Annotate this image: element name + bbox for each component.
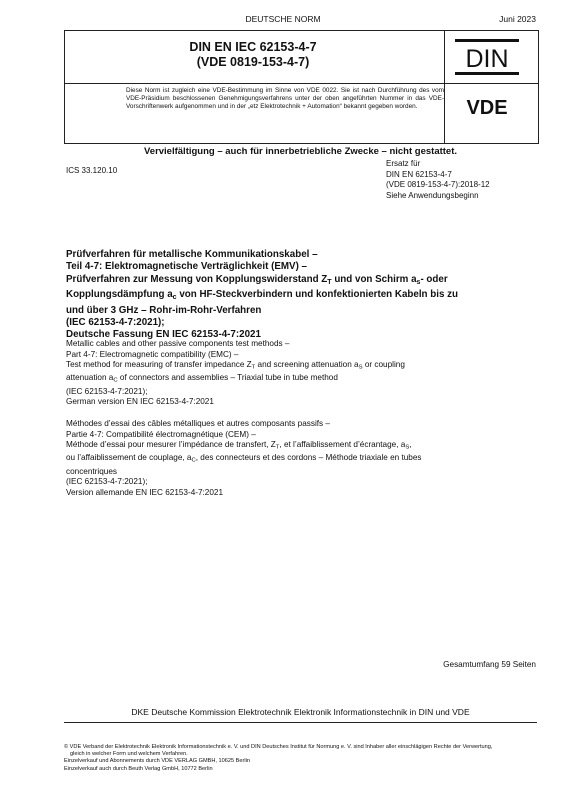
ics-code: ICS 33.120.10 (66, 166, 118, 175)
copyright-line: Einzelverkauf auch durch Beuth Verlag GmbH, 10772 Berlin (64, 765, 213, 772)
standard-number-line1: DIN EN IEC 62153-4-7 (189, 40, 317, 54)
title-fr-line: Version allemande EN IEC 62153-4-7:2021 (66, 487, 224, 497)
reproduction-notice: Vervielfältigung – auch für innerbetriebliche Zwecke – nicht gestattet. (143, 146, 458, 157)
din-logo-text: DIN (465, 45, 509, 73)
title-de-line: und über 3 GHz – Rohr-im-Rohr-Verfahren (66, 304, 262, 316)
title-english (66, 339, 536, 408)
title-fr-line: Méthodes d’essai des câbles métalliques et autres composants passifs – (66, 419, 330, 428)
title-en-line: Metallic cables and other passive components test methods – (66, 339, 290, 348)
standard-number-line2: (VDE 0819-153-4-7) (196, 55, 310, 69)
replaces-line: DIN EN 62153-4-7 (386, 169, 452, 179)
header-norm-type: DEUTSCHE NORM (245, 14, 321, 24)
footer-divider (64, 722, 537, 723)
replaces-line: Ersatz für (386, 159, 421, 168)
replaces-line: Siehe Anwendungsbeginn (386, 190, 479, 200)
divider-horizontal (65, 83, 538, 84)
copyright-line: © VDE Verband der Elektrotechnik Elektronik Informationstechnik e. V. und DIN Deutsches Institut für Normung e. V. sind Inhaber aller einschlägigen Rechte der Verwertung, (64, 744, 493, 750)
divider-vertical (444, 31, 445, 143)
title-de-line: Teil 4-7: Elektromagnetische Verträglichkeit (EMV) – (66, 261, 308, 273)
title-en-line: German version EN IEC 62153-4-7:2021 (66, 397, 214, 407)
din-logo (452, 38, 522, 76)
standard-number (66, 40, 440, 70)
header-date: Juni 2023 (499, 14, 536, 24)
copyright-notice (64, 744, 544, 773)
title-en-line: attenuation $a_C$ of connectors and assemblies – Triaxial tube in tube method (66, 373, 338, 385)
replaces-block (386, 159, 490, 201)
title-de-line: Prüfverfahren zur Messung von Kopplungswiderstand $Z_T$ und von Schirm $a_s-$ oder (66, 273, 448, 286)
replaces-line: (VDE 0819-153-4-7):2018-12 (386, 180, 490, 189)
title-fr-line: Méthode d’essai pour mesurer l’impédance de transfert, $Z_T$, et l’affaiblissement d’écrantage, $a_S$, (66, 440, 412, 451)
title-de-line: Kopplungsdämpfung $a_c$ von HF-Steckverbindern und konfektionierten Kabeln bis zu (66, 289, 459, 302)
title-fr-line: concentriques (66, 466, 117, 476)
vde-logo (453, 97, 521, 117)
vde-logo-text: VDE (466, 97, 508, 117)
title-fr-line: Partie 4-7: Compatibilité électromagnétique (CEM) – (66, 429, 256, 439)
title-fr-line: (IEC 62153-4-7:2021); (66, 477, 148, 487)
copyright-line: Einzelverkauf und Abonnements durch VDE VERLAG GMBH, 10625 Berlin (64, 758, 250, 765)
vde-note: Diese Norm ist zugleich eine VDE-Bestimmung im Sinne von VDE 0022. Sie ist nach Durchführung des vom VDE-Präsidium beschlossenen Genehmigungsverfahrens unter der oben angeführten Nummer in das VDE-Vorschriftenwerk aufgenommen und in der „etz Elektrotechnik + Automation“ bekannt gegeben worden. (126, 87, 444, 111)
title-french (66, 419, 536, 498)
title-de-line: Deutsche Fassung EN IEC 62153-4-7:2021 (66, 329, 261, 341)
dke-line: DKE Deutsche Kommission Elektrotechnik Elektronik Informationstechnik in DIN und VDE (131, 707, 470, 717)
title-en-line: (IEC 62153-4-7:2021); (66, 386, 148, 396)
title-en-line: Part 4-7: Electromagnetic compatibility (EMC) – (66, 349, 239, 359)
title-en-line: Test method for measuring of transfer impedance $Z_T$ and screening attenuation $a_S$ or coupling (66, 360, 405, 371)
copyright-line: gleich in welcher Form und welchem Verfahren. (70, 751, 188, 758)
title-fr-line: ou l’affaiblissement de couplage, $a_C$, des connecteurs et des cordons – Méthode triaxiale en tubes (66, 453, 422, 465)
title-de-line: Prüfverfahren für metallische Kommunikationskabel – (66, 249, 318, 260)
total-pages: Gesamtumfang 59 Seiten (443, 660, 536, 669)
title-de-line: (IEC 62153-4-7:2021); (66, 316, 165, 328)
title-german (66, 249, 536, 342)
